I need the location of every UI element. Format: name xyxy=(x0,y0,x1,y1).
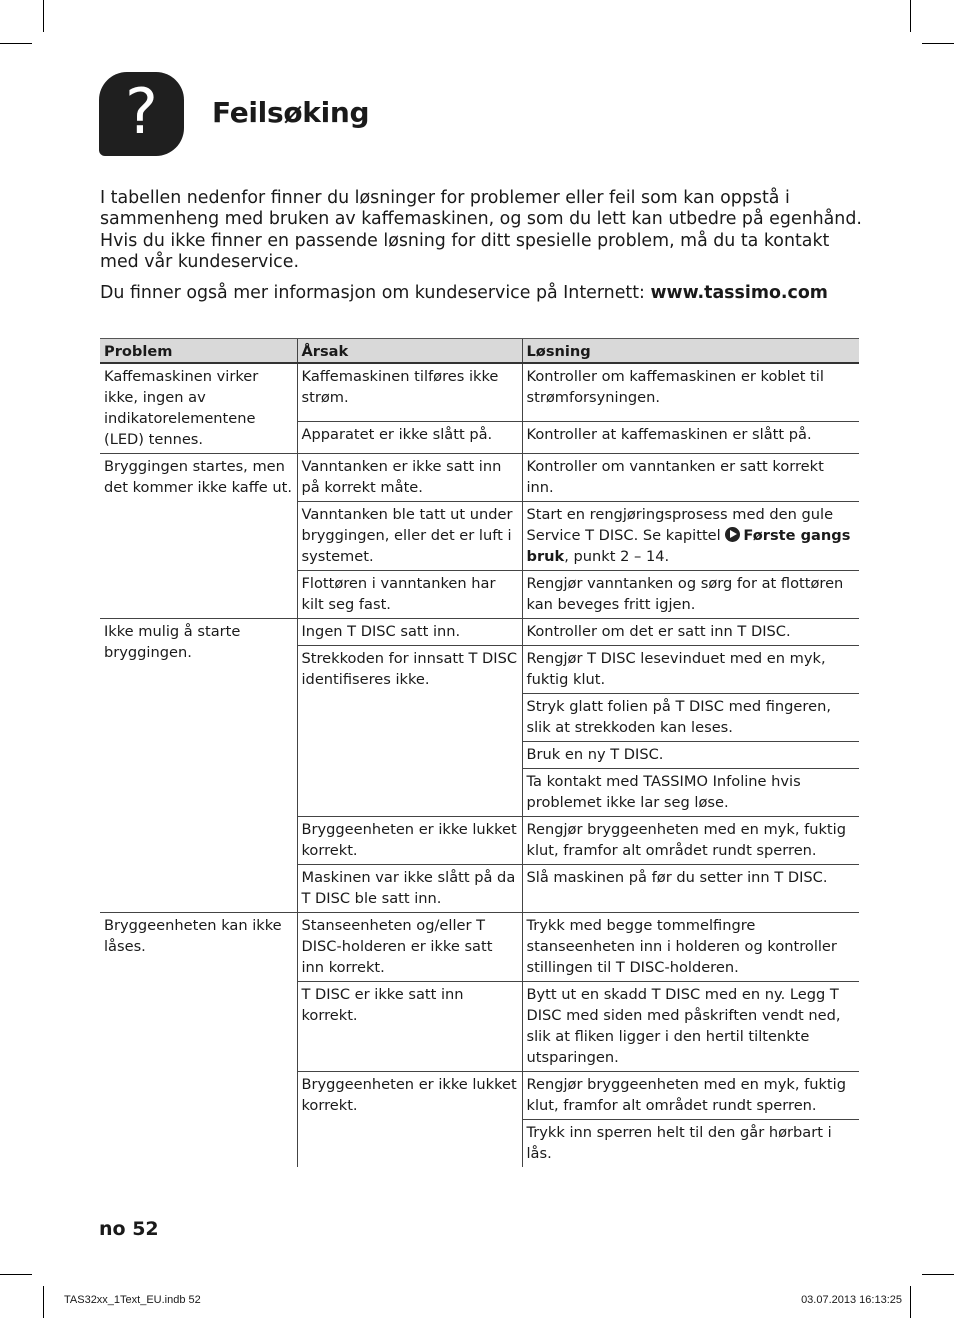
website-link[interactable]: www.tassimo.com xyxy=(650,283,828,303)
contact-paragraph xyxy=(100,283,870,304)
crop-mark xyxy=(910,1286,911,1318)
crop-mark xyxy=(0,1274,32,1275)
table-row xyxy=(100,913,859,982)
crop-mark xyxy=(0,43,32,44)
cause-cell: Ingen T DISC satt inn. xyxy=(297,619,522,646)
column-header-solution: Løsning xyxy=(522,339,859,364)
solution-cell: Kontroller om det er satt inn T DISC. xyxy=(522,619,859,646)
solution-cell: Stryk glatt folien på T DISC med fingeren, slik at strekkoden kan leses. xyxy=(522,694,859,742)
crop-mark xyxy=(910,0,911,32)
crop-mark xyxy=(43,1286,44,1318)
cause-cell: Strekkoden for innsatt T DISC identifiseres ikke. xyxy=(297,646,522,817)
crop-mark xyxy=(922,1274,954,1275)
solution-cell: Kontroller om vanntanken er satt korrekt inn. xyxy=(522,454,859,502)
problem-cell: Bryggeenheten kan ikke låses. xyxy=(100,913,297,1168)
solution-cell: Ta kontakt med TASSIMO Infoline hvis problemet ikke lar seg løse. xyxy=(522,769,859,817)
problem-cell: Bryggingen startes, men det kommer ikke kaffe ut. xyxy=(100,454,297,619)
solution-cell: Rengjør T DISC lesevinduet med en myk, fuktig klut. xyxy=(522,646,859,694)
solution-cell: Rengjør bryggeenheten med en myk, fuktig klut, framfor alt området rundt sperren. xyxy=(522,1072,859,1120)
solution-cell: Rengjør bryggeenheten med en myk, fuktig klut, framfor alt området rundt sperren. xyxy=(522,817,859,865)
solution-cell: Rengjør vanntanken og sørg for at flottøren kan beveges fritt igjen. xyxy=(522,571,859,619)
cause-cell: Vanntanken ble tatt ut under bryggingen, eller det er luft i systemet. xyxy=(297,502,522,571)
solution-text: Start en rengjøringsprosess med den gule Service T DISC. Se kapittel xyxy=(526,506,834,544)
cause-cell: Vanntanken er ikke satt inn på korrekt måte. xyxy=(297,454,522,502)
cause-cell: Bryggeenheten er ikke lukket korrekt. xyxy=(297,1072,522,1168)
cause-cell: T DISC er ikke satt inn korrekt. xyxy=(297,982,522,1072)
table-body xyxy=(100,363,859,1167)
chapter-reference-link[interactable]: Første gangs bruk xyxy=(526,527,851,565)
cause-cell: Flottøren i vanntanken har kilt seg fast. xyxy=(297,571,522,619)
chapter-reference-arrow-icon xyxy=(725,527,740,542)
solution-text-suffix: , punkt 2 – 14. xyxy=(564,548,670,565)
solution-cell: Kontroller at kaffemaskinen er slått på. xyxy=(522,421,859,453)
table-row xyxy=(100,454,859,502)
file-info: TAS32xx_1Text_EU.indb 52 xyxy=(64,1294,201,1306)
crop-mark xyxy=(43,0,44,32)
cause-cell: Bryggeenheten er ikke lukket korrekt. xyxy=(297,817,522,865)
solution-cell: Bruk en ny T DISC. xyxy=(522,742,859,769)
solution-cell: Trykk med begge tommelfingre stanseenheten inn i holderen og kontroller stillingen til T DISC-holderen. xyxy=(522,913,859,982)
intro-paragraph: I tabellen nedenfor finner du løsninger for problemer eller feil som kan oppstå i sammenheng med bruken av kaffemaskinen, og som du lett kan utbedre på egenhånd. Hvis du ikke finner en passende løsning for ditt spesielle problem, må du ta kontakt med vår kundeservice. xyxy=(100,188,862,272)
problem-cell: Ikke mulig å starte bryggingen. xyxy=(100,619,297,913)
solution-cell: Kontroller om kaffemaskinen er koblet til strømforsyningen. xyxy=(522,363,859,421)
crop-mark xyxy=(922,43,954,44)
table-header-row xyxy=(100,339,859,364)
troubleshooting-table xyxy=(100,338,859,1167)
table-row xyxy=(100,363,859,421)
print-timestamp: 03.07.2013 16:13:25 xyxy=(801,1294,902,1306)
cause-cell: Kaffemaskinen tilføres ikke strøm. xyxy=(297,363,522,421)
problem-cell: Kaffemaskinen virker ikke, ingen av indikatorelementene (LED) tennes. xyxy=(100,363,297,454)
solution-cell: Slå maskinen på før du setter inn T DISC. xyxy=(522,865,859,913)
cause-cell: Stanseenheten og/eller T DISC-holderen er ikke satt inn korrekt. xyxy=(297,913,522,982)
solution-cell: Trykk inn sperren helt til den går hørbart i lås. xyxy=(522,1120,859,1168)
page-title: Feilsøking xyxy=(212,96,370,129)
question-mark-icon xyxy=(99,72,184,156)
cause-cell: Apparatet er ikke slått på. xyxy=(297,421,522,453)
column-header-problem: Problem xyxy=(100,339,297,364)
table-row xyxy=(100,619,859,646)
contact-text: Du finner også mer informasjon om kundeservice på Internett: xyxy=(100,283,651,303)
cause-cell: Maskinen var ikke slått på da T DISC ble satt inn. xyxy=(297,865,522,913)
page-number: no 52 xyxy=(99,1218,159,1240)
solution-cell xyxy=(522,502,859,571)
solution-cell: Bytt ut en skadd T DISC med en ny. Legg T DISC med siden med påskriften vendt ned, slik at fliken ligger i den hertil tiltenkte utsparingen. xyxy=(522,982,859,1072)
column-header-cause: Årsak xyxy=(297,339,522,364)
question-mark-glyph: ? xyxy=(125,75,158,148)
